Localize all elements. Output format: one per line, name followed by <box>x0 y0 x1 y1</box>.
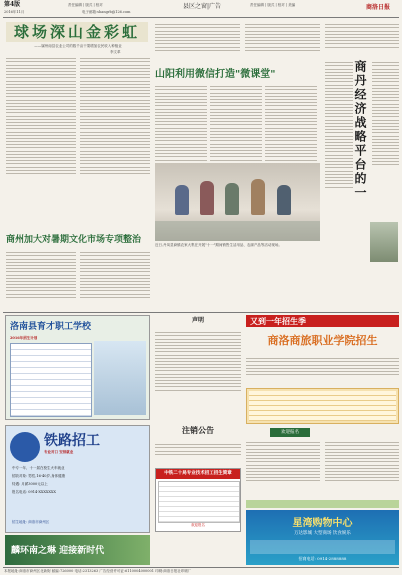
right-vertical-headline: 商丹经济战略平台的一 <box>353 60 367 200</box>
page-number: 第4版 <box>4 1 21 8</box>
mall-ad-phone: 招商电话: 0914-2888888 <box>298 556 347 561</box>
school-ad-title: 洛南县育才职工学校 <box>10 322 92 332</box>
footer-rule <box>3 567 399 568</box>
right-photo <box>370 222 398 262</box>
bottom-left-col-1 <box>6 250 76 320</box>
school-ad <box>5 315 150 420</box>
recruit-sub-label: 欢迎报名 <box>270 428 310 437</box>
rail-ad <box>5 425 150 533</box>
photo-figure <box>175 185 189 215</box>
rail-ad-item: 待遇: 月薪3000元以上 <box>12 482 48 486</box>
bottom-photo-ad <box>5 535 150 565</box>
bottom-left-headline: 商州加大对暑期文化市场专项整治 <box>6 235 142 245</box>
rail-table-ad <box>155 468 241 532</box>
photo-figure <box>200 181 214 215</box>
center-right-top-text <box>245 22 320 62</box>
center-headline: 山阳利用微信打造"微课堂" <box>155 69 276 80</box>
section-right-line: 责任编辑 | 版式 | 校对 | 美编 <box>250 3 296 7</box>
rail-ad-footer: 招生地址: 商洛市商州区 <box>12 520 50 524</box>
byline: 李文革 <box>110 50 121 54</box>
banner-title: 球场深山金彩虹 <box>13 23 140 41</box>
banner-title-box <box>6 22 148 42</box>
recruit-banner-text: 又到一年招生季 <box>250 316 306 326</box>
article-column-2 <box>80 56 150 226</box>
photo-ground <box>155 221 320 241</box>
mall-ad-subtitle: 万达影城 大型商场 饮食娱乐 <box>294 531 351 536</box>
notice-title: 声明 <box>191 317 204 324</box>
table-label: 欢迎报名 <box>191 523 205 527</box>
rail-ad-item: 招收对象: 男性,16-40岁,身体健康 <box>12 474 66 478</box>
school-ad-photo <box>94 341 146 415</box>
recruit-col-1 <box>246 440 320 500</box>
article-column-1 <box>6 56 76 226</box>
recruit-footer-bar <box>246 500 399 508</box>
rail-ad-item: 报名电话: 0914-XXXXXXX <box>12 490 56 494</box>
bottom-left-col-2 <box>80 250 150 320</box>
school-ad-table <box>10 343 92 417</box>
date-line: 2016年11月 <box>4 10 25 14</box>
cancel-notice-title: 注销公告 <box>182 425 214 435</box>
center-photo <box>155 163 320 241</box>
recruit-col-2 <box>325 440 399 500</box>
photo-figure <box>225 183 239 215</box>
photo-figure <box>251 179 265 215</box>
right-top-text <box>325 22 399 58</box>
recruit-table <box>246 388 399 424</box>
rail-ad-title: 铁路招工 <box>44 433 100 449</box>
right-article-col-2 <box>372 60 399 220</box>
photo-caption: 近日,丹凤县商镇农家大集在开展"十一"期间销售生活用品、农副产品等活动现场。 <box>155 243 282 247</box>
recruit-intro-text <box>246 356 399 386</box>
edition-line: 责任编辑 | 版式 | 校对 <box>68 3 103 7</box>
mall-ad <box>246 510 399 565</box>
recruit-school-title: 商洛商旅职业学院招生 <box>267 334 378 347</box>
masthead-rule <box>3 17 399 18</box>
email-line: 电子邮箱:shangrb@126.com <box>82 10 131 14</box>
rail-ad-item: 中专一年、十一届在校生火车就业 <box>12 466 65 470</box>
school-ad-subtitle: 2016年招生计划 <box>10 336 38 340</box>
recruit-table-grid <box>249 391 396 421</box>
mall-ad-strip <box>250 540 395 554</box>
rail-ad-subtitle: 专业对口 安排就业 <box>44 450 74 454</box>
photo-figure <box>277 185 291 215</box>
center-article-top-text <box>155 22 240 62</box>
section-rule <box>3 312 399 313</box>
mall-ad-title: 星湾购物中心 <box>292 518 353 529</box>
cancel-notice-text <box>155 442 241 462</box>
table-title: 中铁二十局专业技术招工招生简章 <box>156 469 240 479</box>
table-grid <box>158 481 240 523</box>
bottom-photo-ad-text: 麟环南之琳 迎接新时代 <box>11 546 105 556</box>
right-article-col-1 <box>325 60 353 250</box>
recruit-banner <box>246 315 399 327</box>
footer-text: 本报地址:商洛市商州区北新街 邮编:726000 电话:2313263 广告经营许可证:6110004000001 印刷:商洛日报社印刷厂 <box>4 569 192 573</box>
rail-logo-icon <box>10 432 40 462</box>
section-title: 县区之窗|广告 <box>182 3 222 10</box>
banner-subtitle: ——属州南县农业公司的数千亩干果增加农民收入种植业 <box>34 44 122 48</box>
notice-text <box>155 330 241 420</box>
paper-name: 商洛日报 <box>366 4 391 11</box>
